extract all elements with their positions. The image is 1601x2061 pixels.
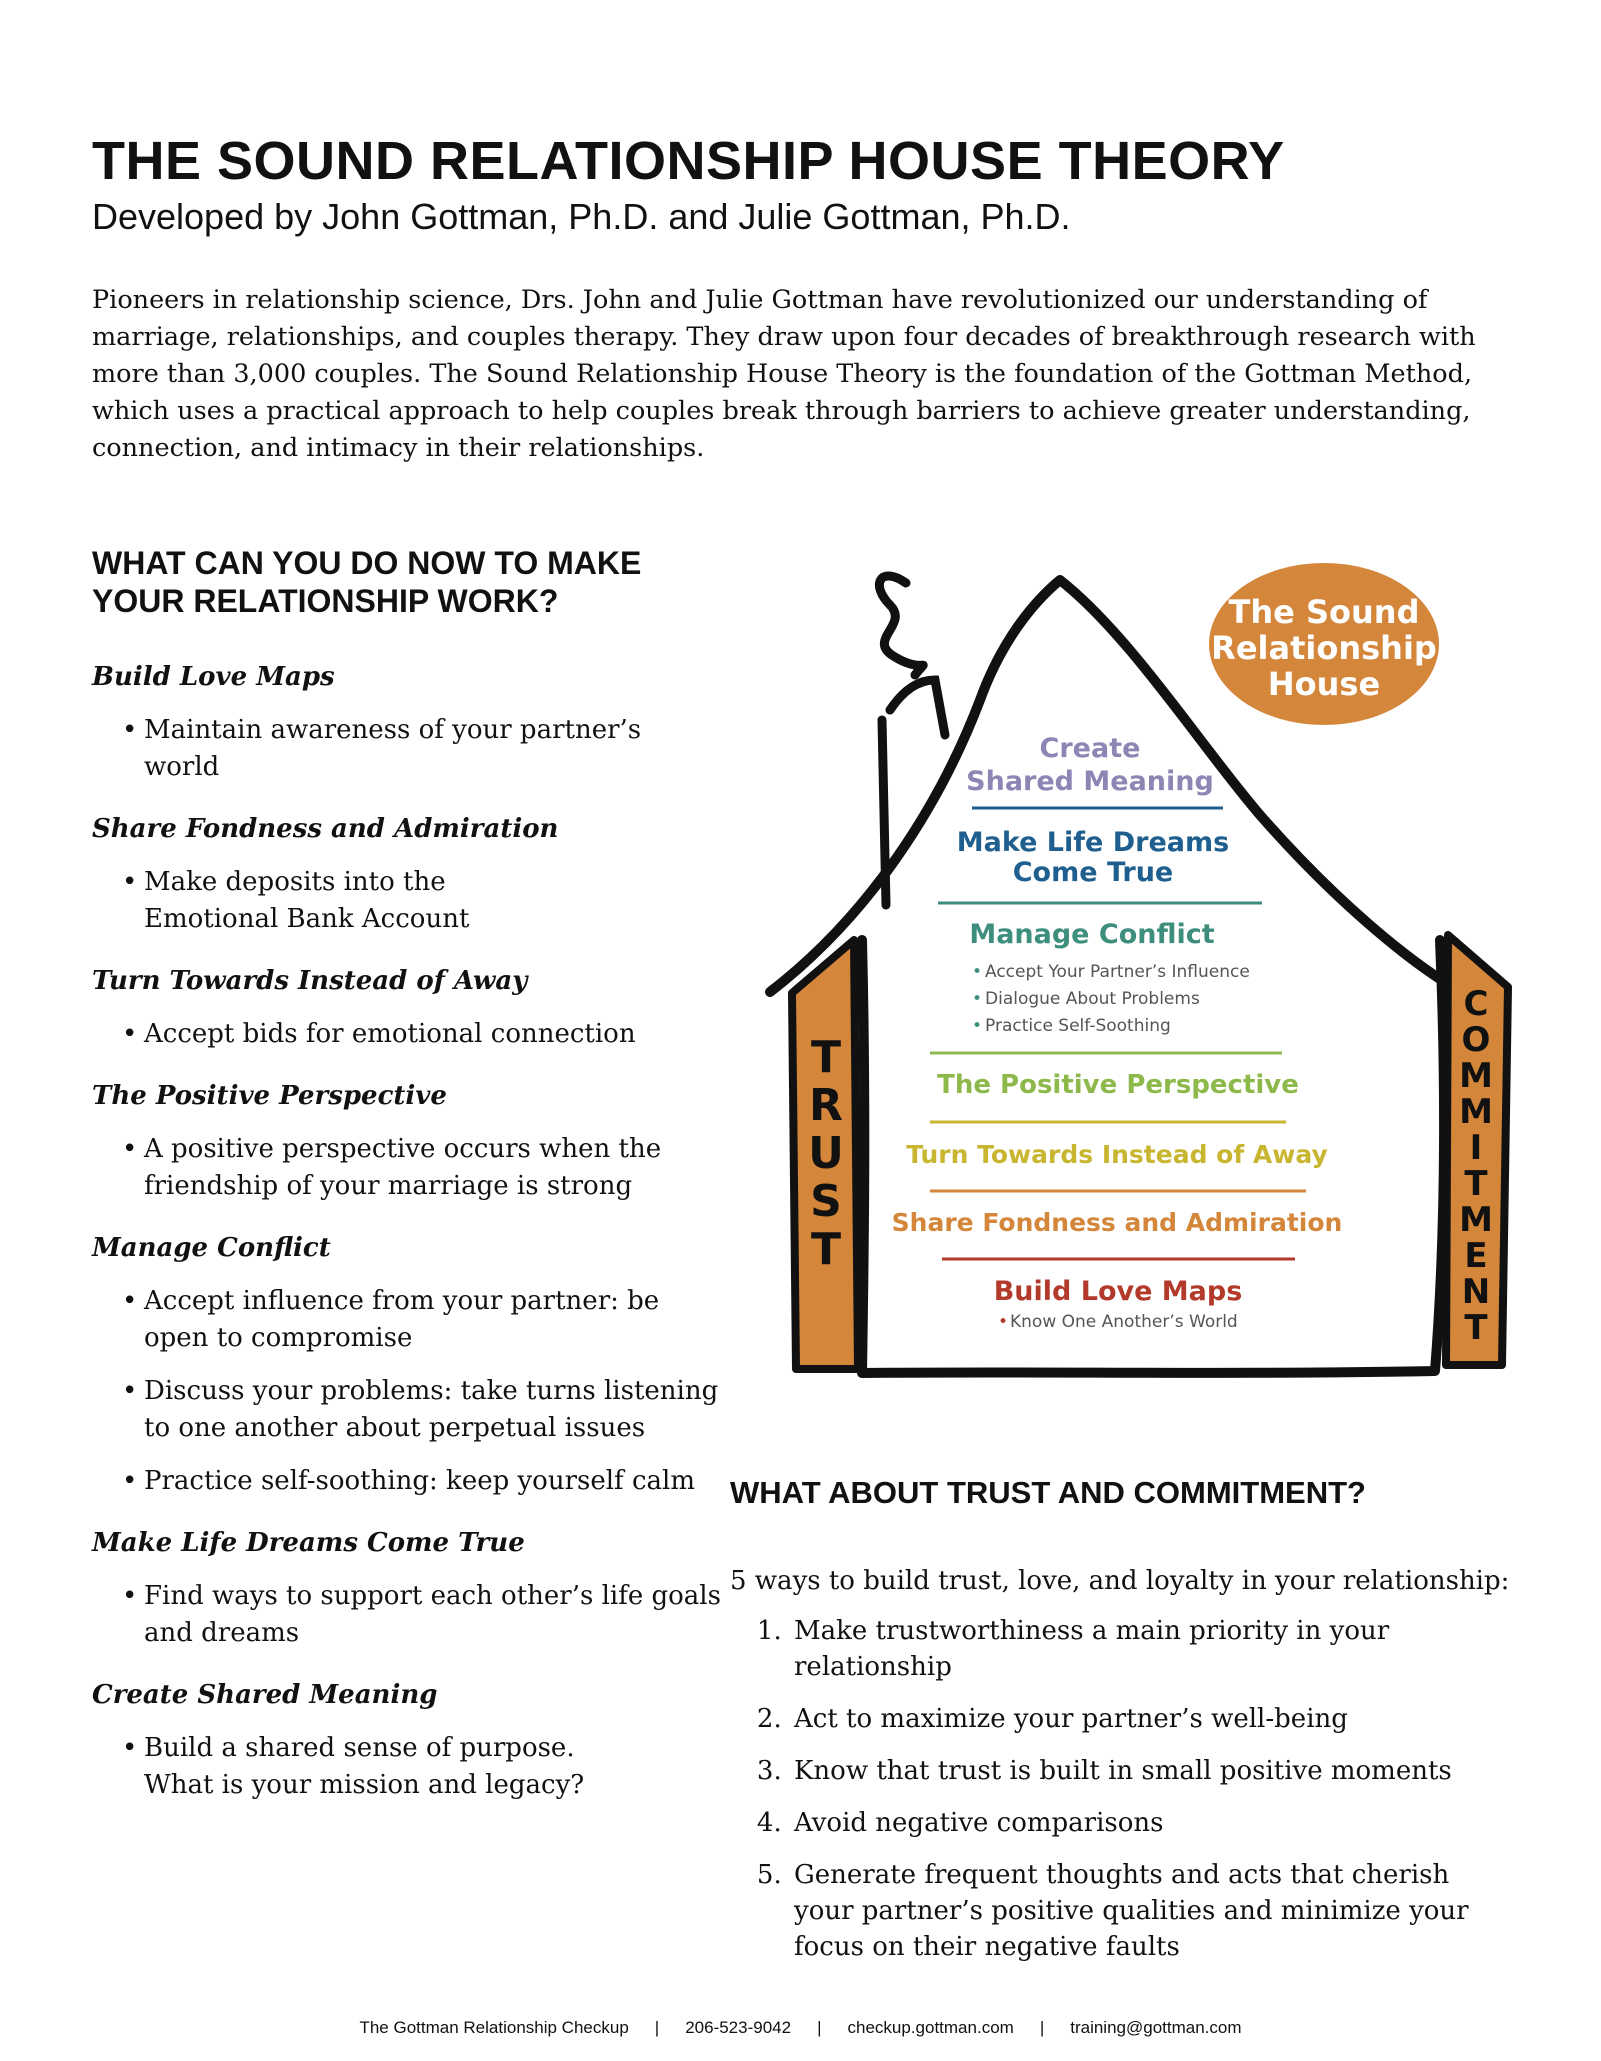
bullet-dot: • [972, 962, 983, 982]
left-column [92, 544, 722, 1830]
trust-item: 4. Avoid negative comparisons [790, 1805, 1520, 1841]
footer-email-link[interactable]: training@gottman.com [1070, 2018, 1242, 2037]
level-shared-meaning-line1: Create [1039, 733, 1141, 764]
smoke-icon [879, 576, 923, 675]
right-intro: 5 ways to build trust, love, and loyalty in your relationship: [730, 1566, 1510, 1596]
commitment-letter: E [1464, 1236, 1488, 1276]
footer-separator: | [817, 2018, 822, 2037]
trust-letter: T [810, 1032, 842, 1083]
badge-line: Relationship [1211, 629, 1437, 667]
section-title: The Positive Perspective [92, 1081, 447, 1111]
house-levels-lower [892, 1053, 1343, 1307]
bullet-item: • Accept bids for emotional connection [92, 1016, 722, 1053]
level-turn-towards: Turn Towards Instead of Away [906, 1140, 1328, 1169]
commitment-letter: O [1461, 1020, 1491, 1060]
bullet-item: • Accept influence from your partner: be open to compromise [92, 1283, 722, 1357]
bullet-list [92, 1283, 722, 1500]
trust-list [730, 1613, 1520, 1965]
footer-separator: | [654, 2018, 660, 2037]
bullet-item: • Practice self-soothing: keep yourself calm [92, 1463, 722, 1500]
bullet-list [92, 1730, 722, 1804]
level-love-maps: Build Love Maps [993, 1276, 1243, 1307]
right-heading: WHAT ABOUT TRUST AND COMMITMENT? [730, 1475, 1366, 1510]
badge-line: The Sound [1228, 593, 1420, 631]
bullet-dot: • [972, 989, 983, 1009]
page-subtitle: Developed by John Gottman, Ph.D. and Julie Gottman, Ph.D. [92, 196, 1071, 237]
bullet-dot: • [972, 1016, 983, 1036]
commitment-letter: C [1463, 984, 1489, 1024]
trust-item: 1. Make trustworthiness a main priority in your relationship [790, 1613, 1520, 1685]
section-title: Build Love Maps [92, 662, 335, 692]
footer-phone: 206-523-9042 [685, 2018, 792, 2037]
bullet-item: • A positive perspective occurs when the friendship of your marriage is strong [92, 1131, 722, 1205]
level-life-dreams-line2: Come True [1012, 857, 1174, 888]
manage-conflict-bullets [972, 962, 1250, 1036]
section-title: Share Fondness and Admiration [92, 814, 559, 844]
commitment-letter: M [1459, 1092, 1493, 1132]
manage-conflict-bullet: Dialogue About Problems [985, 989, 1200, 1009]
section-title: Make Life Dreams Come True [92, 1528, 525, 1558]
level-share-fondness: Share Fondness and Admiration [891, 1208, 1343, 1237]
bullet-item: • Make deposits into the Emotional Bank Account [92, 864, 584, 938]
bullet-item: • Find ways to support each other’s life goals and dreams [92, 1578, 722, 1652]
commitment-letter: M [1459, 1200, 1493, 1240]
bullet-item: • Maintain awareness of your partner’s world [92, 712, 722, 786]
trust-letters [808, 1032, 844, 1275]
bullet-list [92, 712, 722, 786]
footer-name: The Gottman Relationship Checkup [359, 2018, 629, 2037]
manage-conflict-bullet: Practice Self-Soothing [985, 1016, 1171, 1036]
chimney [890, 680, 945, 735]
level-positive-perspective: The Positive Perspective [937, 1070, 1299, 1100]
bullet-list [92, 1131, 722, 1205]
section-title: Turn Towards Instead of Away [92, 966, 528, 996]
level-shared-meaning-line2: Shared Meaning [966, 766, 1214, 797]
sound-relationship-house-diagram [740, 545, 1520, 1395]
footer-separator: | [1039, 2018, 1045, 2037]
trust-item: 2. Act to maximize your partner’s well-being [790, 1701, 1520, 1737]
house-levels [938, 733, 1262, 950]
commitment-letter: I [1469, 1128, 1483, 1168]
footer-site-link[interactable]: checkup.gottman.com [847, 2018, 1014, 2037]
commitment-letter: T [1464, 1308, 1488, 1348]
footer [0, 2018, 1601, 2038]
bullet-item: • Build a shared sense of purpose. What is your mission and legacy? [92, 1730, 644, 1804]
commitment-letter: N [1461, 1272, 1491, 1312]
trust-item: 3. Know that trust is built in small positive moments [790, 1753, 1520, 1789]
section-title: Manage Conflict [92, 1233, 331, 1263]
right-column [730, 1475, 1520, 1981]
trust-letter: R [809, 1080, 843, 1131]
manage-conflict-bullet: Accept Your Partner’s Influence [985, 962, 1250, 982]
level-life-dreams-line1: Make Life Dreams [956, 827, 1230, 858]
section-title: Create Shared Meaning [92, 1680, 438, 1710]
trust-letter: T [810, 1224, 842, 1275]
badge-line: House [1267, 665, 1381, 703]
bullet-list [92, 864, 722, 938]
trust-letter: S [810, 1176, 842, 1227]
level-manage-conflict: Manage Conflict [969, 919, 1215, 950]
left-heading: WHAT CAN YOU DO NOW TO MAKE YOUR RELATIONSHIP WORK? [92, 545, 642, 619]
bullet-list [92, 1016, 722, 1053]
trust-letter: U [808, 1128, 844, 1179]
bullet-list [92, 1578, 722, 1652]
bullet-item: • Discuss your problems: take turns listening to one another about perpetual issues [92, 1373, 722, 1447]
love-maps-bullet-group [998, 1312, 1238, 1332]
love-maps-bullet: Know One Another’s World [1010, 1312, 1238, 1332]
trust-item: 5. Generate frequent thoughts and acts that cherish your partner’s positive qualities and minimize your focus on their negative faults [790, 1857, 1474, 1965]
page-title: THE SOUND RELATIONSHIP HOUSE THEORY [92, 131, 1285, 191]
bullet-dot: • [998, 1312, 1009, 1332]
commitment-letter: M [1459, 1056, 1493, 1096]
intro-paragraph: Pioneers in relationship science, Drs. John and Julie Gottman have revolutionized our understanding of marriage, relationships, and couples therapy. They draw upon four decades of breakthrough research with more than 3,000 couples. The Sound Relationship House Theory is the foundation of the Gottman Method, which uses a practical approach to help couples break through barriers to achieve greater understanding, connection, and intimacy in their relationships. [92, 285, 1476, 463]
commitment-letter: T [1464, 1164, 1488, 1204]
